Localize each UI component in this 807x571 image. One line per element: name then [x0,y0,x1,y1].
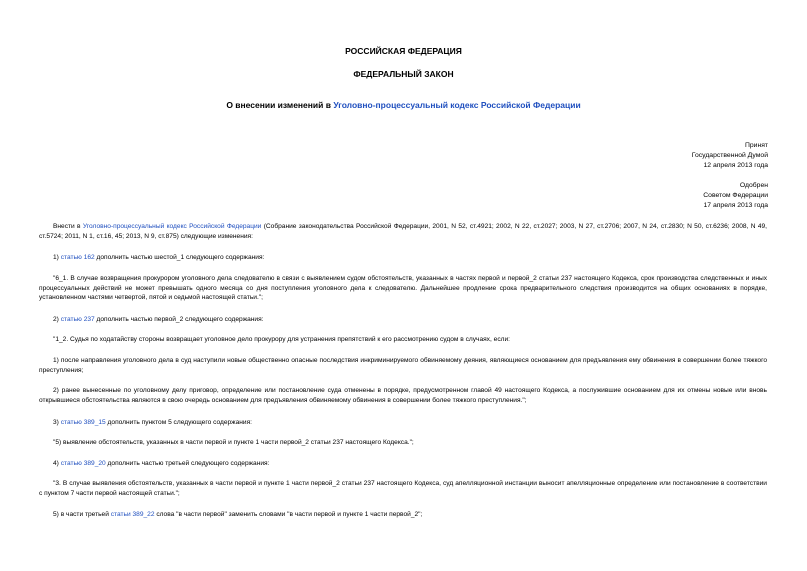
item-3-number: 3) [53,419,61,426]
item-1-number: 1) [53,254,61,261]
adoption-line-2: Государственной Думой [691,152,768,159]
item-4-text: дополнить частью третьей следующего содержания: [105,460,270,467]
adoption-date: 12 апреля 2013 года [703,162,768,169]
item-3-text: дополнить пунктом 5 следующего содержания: [105,419,252,426]
item-4 [39,459,767,469]
item-2-text: дополнить частью первой_2 следующего содержания: [94,316,264,323]
approval-line-1: Одобрен [739,182,768,189]
law-title-prefix: О внесении изменений в [226,100,334,110]
item-5-text-end: слова "в части первой" заменить словами "в части первой и пункте 1 части первой_2"; [154,511,423,518]
item-3 [39,418,767,428]
intro-text-start: Внести в [53,223,83,230]
item-5 [39,510,767,520]
adoption-block [692,141,768,171]
item-2-number: 2) [53,316,61,323]
code-link[interactable]: Уголовно-процессуальный кодекс Российской Федерации [333,100,581,110]
quote-6-1: "6_1. В случае возвращения прокурором уголовного дела следователю в связи с выявлением судом обстоятельств, указанных в частях первой и первой_2 статьи 237 настоящего Кодекса, срок производства следственных и иных процессуальных действий не может превышать одного месяца со дня поступления уголовного дела к следователю. Дальнейшее продление срока предварительного следствия производится на общих основаниях в порядке, установленном частями четвертой, пятой и седьмой настоящей статьи."; [39,275,767,302]
article-389-15-link[interactable]: статью 389_15 [60,419,106,426]
item-5-text-start: 5) в части третьей [53,511,111,518]
item-1-text: дополнить частью шестой_1 следующего содержания: [94,254,265,261]
quote-point-5: "5) выявление обстоятельств, указанных в части первой и пункте 1 части первой_2 статьи 237 настоящего Кодекса."; [53,439,414,446]
article-389-20-link[interactable]: статью 389_20 [60,460,106,467]
article-237-link[interactable]: статью 237 [60,316,95,323]
item-4-number: 4) [53,460,61,467]
approval-date: 17 апреля 2013 года [703,202,768,209]
intro-paragraph [39,222,767,241]
item-1 [39,253,767,263]
quote-1-2-point-1: 1) после направления уголовного дела в суд наступили новые общественно опасные последствия инкриминируемого обвиняемому деяния, являющиеся основанием для предъявления ему обвинения в совершении более тяжкого преступления; [39,357,767,374]
intro-text-end: (Собрание законодательства Российской Федерации, 2001, N 52, ст.4921; 2002, N 22, ст.2027; 2003, N 27, ст.2706; 2007, N 24, ст.2830; N 50, ст.6236; 2008, N 49, ст.5724; 2011, N 1, ст.16, 45; 2013, N 9, ст.875) следующие изменения: [39,223,767,240]
approval-block [703,181,768,211]
quote-1-2-point-2: 2) ранее вынесенные по уголовному делу приговор, определение или постановление суда отменены в порядке, предусмотренном главой 49 настоящего Кодекса, а послужившие основанием для их отмены новые или вновь открывшиеся обстоятельства являются в свою очередь основанием для предъявления обвиняемому обвинения в совершении более тяжкого преступления."; [39,387,767,404]
approval-line-2: Советом Федерации [703,192,768,199]
quote-part-3: "3. В случае выявления обстоятельств, указанных в части первой и пункте 1 части первой_2 статьи 237 настоящего Кодекса, суд апелляционной инстанции выносит апелляционные определение или постановление в соответствии с пунктом 7 части первой настоящей статьи."; [39,480,767,497]
quote-1-2: "1_2. Судья по ходатайству стороны возвращает уголовное дело прокурору для устранения препятствий к его рассмотрению судом в случаях, если: [53,336,510,343]
article-162-link[interactable]: статью 162 [60,254,95,261]
article-389-22-link[interactable]: статьи 389_22 [110,511,155,518]
law-title [0,100,807,110]
law-type-heading: ФЕДЕРАЛЬНЫЙ ЗАКОН [353,69,454,79]
country-heading: РОССИЙСКАЯ ФЕДЕРАЦИЯ [345,46,462,56]
item-2 [39,315,767,325]
intro-code-link[interactable]: Уголовно-процессуальный кодекс Российской Федерации [82,223,262,230]
adoption-line-1: Принят [744,142,768,149]
